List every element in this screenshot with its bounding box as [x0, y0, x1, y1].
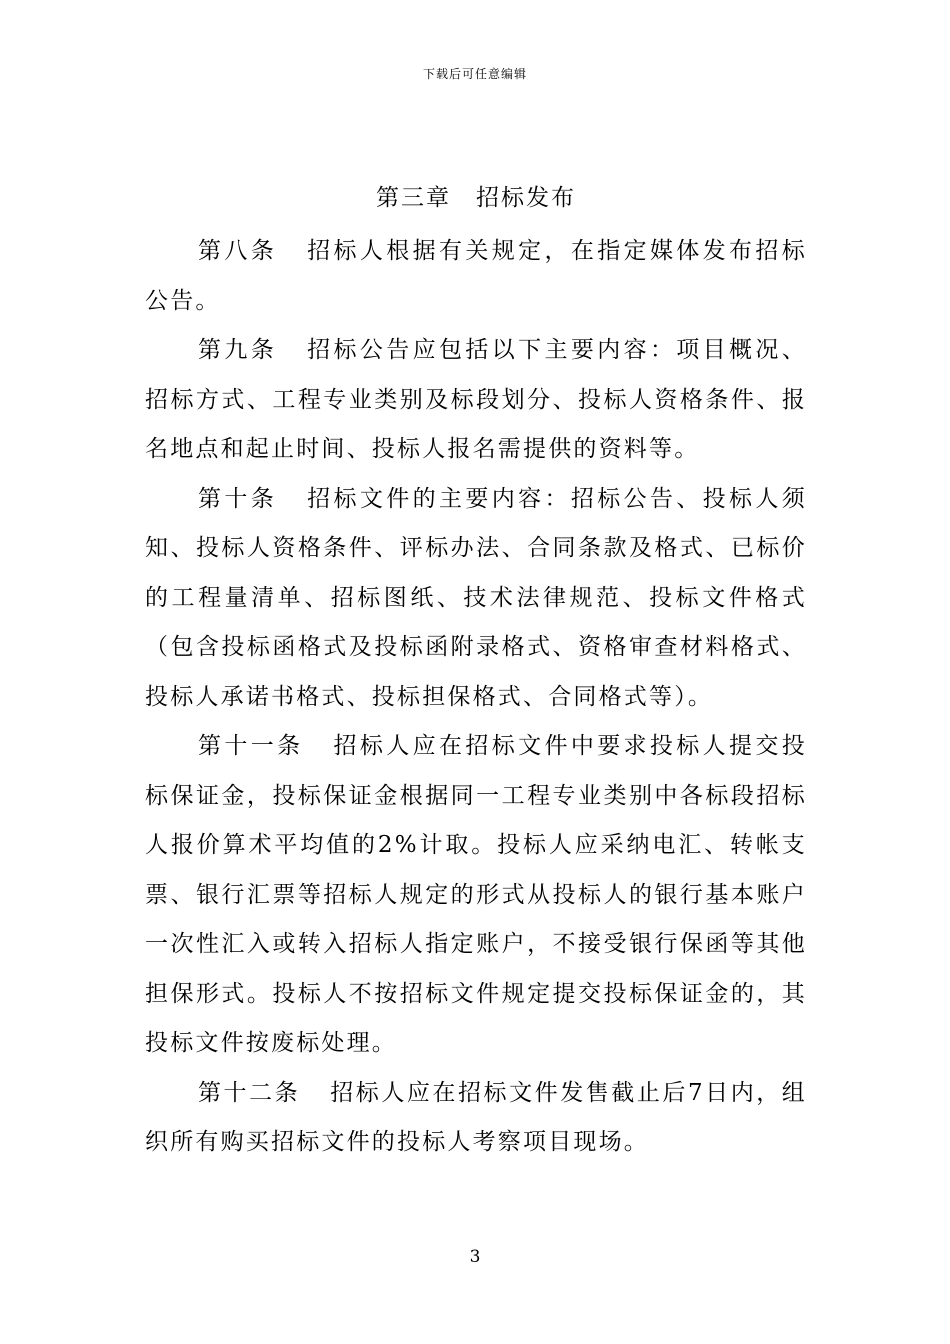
article-11: [145, 722, 807, 1069]
header-note: 下载后可任意编辑: [422, 67, 527, 81]
document-body: [145, 178, 807, 1168]
article-text: 招标人应在招标文件中要求投标人提交投标保证金，投标保证金根据同一工程专业类别中各标段招标人报价算术平均值的2%计取。投标人应采纳电汇、转帐支票、银行汇票等招标人规定的形式从投标人的银行基本账户一次性汇入或转入招标人指定账户，不接受银行保函等其他担保形式。投标人不按招标文件规定提交投标保证金的，其投标文件按废标处理。: [145, 733, 807, 1056]
article-number: 第十条: [198, 485, 278, 512]
article-10: [145, 475, 807, 723]
article-text: 招标人应在招标文件发售截止后7日内，组织所有购买招标文件的投标人考察项目现场。: [145, 1079, 807, 1155]
page-number: 3: [469, 1247, 481, 1267]
article-8: [145, 227, 807, 326]
article-12: [145, 1069, 807, 1168]
article-number: 第八条: [198, 238, 278, 264]
chapter-title: 第三章 招标发布: [376, 185, 576, 211]
article-number: 第九条: [198, 337, 278, 363]
article-number: 第十二条: [198, 1079, 301, 1106]
article-text: 招标文件的主要内容：招标公告、投标人须知、投标人资格条件、评标办法、合同条款及格式、已标价的工程量清单、招标图纸、技术法律规范、投标文件格式（包含投标函格式及投标函附录格式、资格审查材料格式、投标人承诺书格式、投标担保格式、合同格式等）。: [145, 485, 807, 710]
article-9: [145, 326, 807, 475]
article-number: 第十一条: [198, 733, 304, 759]
article-text: 招标人根据有关规定，在指定媒体发布招标公告。: [145, 238, 807, 314]
article-text: 招标公告应包括以下主要内容：项目概况、招标方式、工程专业类别及标段划分、投标人资格条件、报名地点和起止时间、投标人报名需提供的资料等。: [145, 337, 807, 462]
